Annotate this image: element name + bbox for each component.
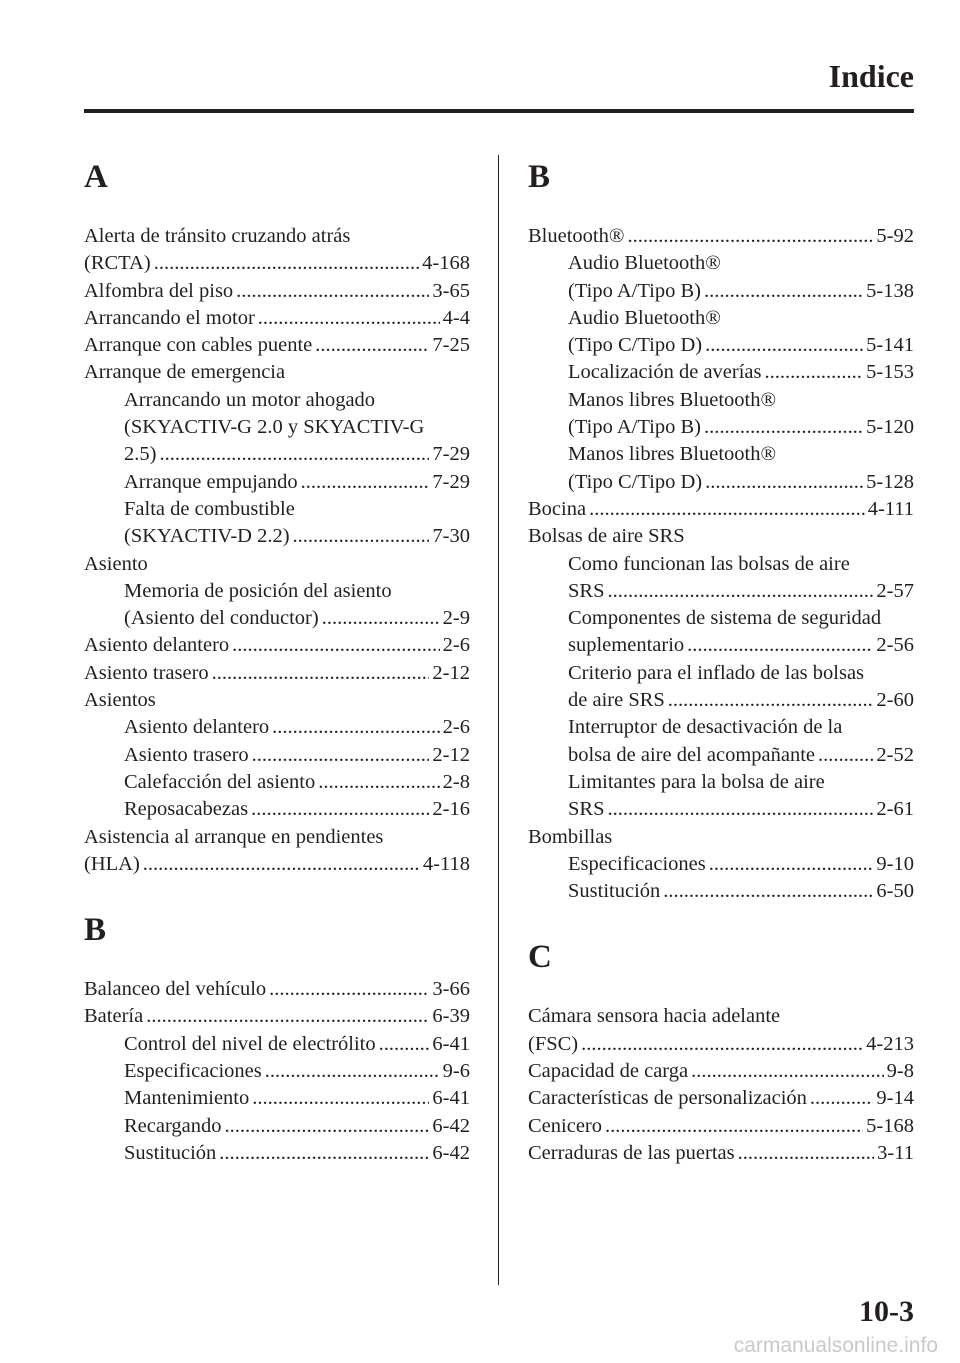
- index-subentry: [528, 387, 914, 414]
- index-subentry: [84, 1113, 470, 1140]
- entry-page-ref: 6-39: [432, 1005, 470, 1028]
- entry-label: Bluetooth®: [528, 225, 625, 247]
- entry-label: SRS: [568, 798, 605, 821]
- index-entry: [84, 824, 470, 851]
- dot-leader: [236, 278, 429, 305]
- entry-page-ref: 2-12: [432, 661, 470, 684]
- entry-label: (SKYACTIV-G 2.0 y SKYACTIV-G: [124, 416, 425, 439]
- index-entry: [84, 1003, 470, 1030]
- entry-label: de aire SRS: [568, 689, 665, 712]
- entry-label: Asientos: [84, 689, 156, 712]
- entry-label: Falta de combustible: [124, 497, 295, 520]
- entry-page-ref: 4-168: [422, 252, 470, 275]
- dot-leader: [627, 223, 873, 250]
- dot-leader: [704, 278, 863, 305]
- entry-label: Cenicero: [528, 1114, 602, 1137]
- entry-label: Capacidad de carga: [528, 1060, 689, 1083]
- entry-label: Asiento: [84, 552, 148, 575]
- index-entry: [84, 976, 470, 1003]
- entry-page-ref: 5-120: [866, 416, 914, 439]
- index-entry: [528, 1003, 914, 1030]
- entry-label: Alfombra del piso: [84, 279, 234, 302]
- entry-page-ref: 9-8: [886, 1060, 914, 1083]
- dot-leader: [705, 332, 863, 359]
- column-divider: [498, 155, 499, 1285]
- index-subentry: [528, 469, 914, 496]
- index-subentry: [528, 278, 914, 305]
- section-letter: B: [84, 912, 107, 949]
- entry-page-ref: 9-10: [876, 852, 914, 875]
- entry-label: (HLA): [84, 852, 140, 875]
- dot-leader: [252, 1085, 429, 1112]
- entry-page-ref: 2-8: [442, 770, 470, 793]
- entry-page-ref: 6-41: [432, 1032, 470, 1055]
- dot-leader: [765, 359, 864, 386]
- entry-label: Bombillas: [528, 825, 613, 848]
- entry-label: 2.5): [124, 443, 157, 466]
- index-subentry: [84, 496, 470, 523]
- index-entry: [528, 1113, 914, 1140]
- entry-label: Bolsas de aire SRS: [528, 525, 685, 548]
- dot-leader: [605, 1113, 863, 1140]
- index-entry: [84, 851, 470, 878]
- entry-page-ref: 6-50: [876, 880, 914, 903]
- entry-page-ref: 5-128: [866, 470, 914, 493]
- dot-leader: [818, 742, 873, 769]
- index-subentry: [528, 414, 914, 441]
- section-letter: C: [528, 939, 552, 976]
- index-subentry: [84, 605, 470, 632]
- dot-leader: [589, 496, 865, 523]
- entry-page-ref: 2-61: [876, 798, 914, 821]
- index-subentry: [528, 632, 914, 659]
- index-entry: [84, 660, 470, 687]
- entry-label: Arrancando el motor: [84, 306, 255, 329]
- entry-page-ref: 4-213: [866, 1032, 914, 1055]
- section-letter: A: [84, 159, 108, 195]
- entry-label: Audio Bluetooth®: [568, 306, 721, 329]
- dot-leader: [315, 332, 429, 359]
- index-subentry: [528, 605, 914, 632]
- index-entry: [528, 824, 914, 851]
- entry-label: Especificaciones: [568, 852, 706, 875]
- entry-page-ref: 2-6: [442, 716, 470, 739]
- index-subentry: [84, 714, 470, 741]
- index-entry: [528, 1085, 914, 1112]
- index-subentry: [84, 414, 470, 441]
- entry-page-ref: 3-65: [432, 279, 470, 302]
- entry-page-ref: 5-92: [876, 225, 914, 247]
- index-entry: [84, 551, 470, 578]
- entry-label: Arranque con cables puente: [84, 334, 313, 357]
- index-subentry: [84, 1031, 470, 1058]
- dot-leader: [738, 1140, 875, 1167]
- index-subentry: [84, 1085, 470, 1112]
- entry-label: Asiento trasero: [84, 661, 209, 684]
- entry-label: Sustitución: [124, 1141, 217, 1164]
- dot-leader: [212, 660, 430, 687]
- dot-leader: [219, 1140, 429, 1167]
- index-subentry: [528, 769, 914, 796]
- dot-leader: [232, 632, 440, 659]
- entry-label: Componentes de sistema de seguridad: [568, 607, 882, 630]
- dot-leader: [709, 851, 874, 878]
- entry-label: suplementario: [568, 634, 685, 657]
- entry-page-ref: 4-4: [442, 306, 470, 329]
- entry-page-ref: 6-42: [432, 1141, 470, 1164]
- entry-page-ref: 5-141: [866, 334, 914, 357]
- dot-leader: [272, 714, 440, 741]
- index-subentry: [528, 714, 914, 741]
- index-entry: [84, 305, 470, 332]
- entry-label: (Tipo A/Tipo B): [568, 279, 701, 302]
- dot-leader: [663, 878, 873, 905]
- entry-label: Manos libres Bluetooth®: [568, 388, 777, 411]
- dot-leader: [687, 632, 873, 659]
- entry-label: Características de personalización: [528, 1087, 807, 1110]
- dot-leader: [704, 414, 863, 441]
- entry-label: Cerraduras de las puertas: [528, 1141, 735, 1164]
- dot-leader: [143, 851, 420, 878]
- entry-page-ref: 2-60: [876, 689, 914, 712]
- page-number: 10-3: [859, 1295, 914, 1328]
- entry-label: Memoria de posición del asiento: [124, 579, 392, 602]
- entry-page-ref: 6-42: [432, 1114, 470, 1137]
- index-entry: [84, 223, 470, 250]
- section-gap: [528, 905, 914, 933]
- entry-label: Arranque empujando: [124, 470, 298, 493]
- dot-leader: [154, 250, 419, 277]
- entry-label: Balanceo del vehículo: [84, 978, 267, 1001]
- entry-page-ref: 9-6: [442, 1060, 470, 1083]
- index-subentry: [528, 687, 914, 714]
- dot-leader: [607, 578, 873, 605]
- index-subentry: [528, 359, 914, 386]
- index-subentry: [528, 660, 914, 687]
- watermark: carmanualsonline.info: [733, 1334, 938, 1357]
- entry-label: Como funcionan las bolsas de aire: [568, 552, 850, 575]
- entry-label: bolsa de aire del acompañante: [568, 743, 816, 766]
- index-entry: [84, 278, 470, 305]
- entry-page-ref: 7-25: [432, 334, 470, 357]
- index-column-left: [84, 153, 470, 1167]
- index-subentry: [528, 250, 914, 277]
- entry-label: (FSC): [528, 1032, 579, 1055]
- dot-leader: [146, 1003, 429, 1030]
- index-subentry: [528, 305, 914, 332]
- index-subentry: [528, 551, 914, 578]
- entry-page-ref: 5-138: [866, 279, 914, 302]
- entry-label: Bocina: [528, 497, 587, 520]
- index-subentry: [528, 878, 914, 905]
- index-subentry: [528, 441, 914, 468]
- entry-label: Manos libres Bluetooth®: [568, 443, 777, 466]
- entry-page-ref: 3-66: [432, 978, 470, 1001]
- entry-page-ref: 7-29: [432, 443, 470, 466]
- index-subentry: [84, 1058, 470, 1085]
- index-subentry: [84, 523, 470, 550]
- dot-leader: [301, 469, 430, 496]
- index-column-right: [528, 153, 914, 1167]
- entry-label: Alerta de tránsito cruzando atrás: [84, 225, 351, 247]
- entry-label: Criterio para el inflado de las bolsas: [568, 661, 865, 684]
- dot-leader: [225, 1113, 430, 1140]
- entry-label: (Tipo A/Tipo B): [568, 416, 701, 439]
- entry-label: (Tipo C/Tipo D): [568, 334, 703, 357]
- entry-page-ref: 2-16: [432, 798, 470, 821]
- header-rule: [84, 109, 914, 113]
- entry-label: Asistencia al arranque en pendientes: [84, 825, 384, 848]
- entry-page-ref: 3-11: [877, 1141, 914, 1164]
- entry-page-ref: 7-30: [432, 525, 470, 548]
- index-subentry: [528, 742, 914, 769]
- entry-page-ref: 4-111: [867, 497, 914, 520]
- index-subentry: [84, 441, 470, 468]
- entry-label: Sustitución: [568, 880, 661, 903]
- entry-page-ref: 5-153: [866, 361, 914, 384]
- index-subentry: [84, 578, 470, 605]
- index-entry: [528, 496, 914, 523]
- entry-page-ref: 2-6: [442, 634, 470, 657]
- index-subentry: [528, 851, 914, 878]
- dot-leader: [691, 1058, 884, 1085]
- index-entry: [528, 1140, 914, 1167]
- entry-page-ref: 4-118: [422, 852, 470, 875]
- index-entry: [84, 359, 470, 386]
- index-subentry: [528, 332, 914, 359]
- entry-page-ref: 2-12: [432, 743, 470, 766]
- entry-page-ref: 2-52: [876, 743, 914, 766]
- index-entry: [84, 687, 470, 714]
- index-subentry: [84, 1140, 470, 1167]
- entry-label: Mantenimiento: [124, 1087, 250, 1110]
- dot-leader: [379, 1031, 430, 1058]
- dot-leader: [322, 605, 440, 632]
- dot-leader: [705, 469, 863, 496]
- index-subentry: [528, 578, 914, 605]
- section-letter: B: [528, 159, 551, 195]
- entry-label: Cámara sensora hacia adelante: [528, 1005, 781, 1028]
- dot-leader: [810, 1085, 874, 1112]
- dot-leader: [159, 441, 429, 468]
- index-entry: [84, 632, 470, 659]
- entry-label: Asiento trasero: [124, 743, 249, 766]
- entry-label: Reposacabezas: [124, 798, 249, 821]
- index-subentry: [84, 387, 470, 414]
- entry-label: (RCTA): [84, 252, 151, 275]
- entry-label: Limitantes para la bolsa de aire: [568, 770, 825, 793]
- entry-label: Asiento delantero: [124, 716, 270, 739]
- dot-leader: [251, 796, 429, 823]
- index-subentry: [84, 769, 470, 796]
- entry-page-ref: 9-14: [876, 1087, 914, 1110]
- entry-label: SRS: [568, 579, 605, 602]
- dot-leader: [258, 305, 440, 332]
- index-entry: [528, 1031, 914, 1058]
- dot-leader: [581, 1031, 863, 1058]
- entry-page-ref: 2-9: [442, 607, 470, 630]
- entry-page-ref: 7-29: [432, 470, 470, 493]
- entry-label: (Tipo C/Tipo D): [568, 470, 703, 493]
- dot-leader: [269, 976, 429, 1003]
- entry-label: Audio Bluetooth®: [568, 252, 721, 275]
- dot-leader: [293, 523, 430, 550]
- index-entry: [528, 1058, 914, 1085]
- entry-label: Calefacción del asiento: [124, 770, 316, 793]
- entry-page-ref: 5-168: [866, 1114, 914, 1137]
- index-subentry: [84, 469, 470, 496]
- entry-label: (Asiento del conductor): [124, 607, 319, 630]
- index-entry: [84, 250, 470, 277]
- index-entry: [528, 223, 914, 250]
- dot-leader: [265, 1058, 440, 1085]
- dot-leader: [252, 742, 430, 769]
- index-entry: [528, 523, 914, 550]
- entry-label: Localización de averías: [568, 361, 762, 384]
- entry-label: Batería: [84, 1005, 144, 1028]
- entry-page-ref: 2-56: [876, 634, 914, 657]
- page-title: Indice: [828, 58, 914, 94]
- entry-label: Arrancando un motor ahogado: [124, 388, 376, 411]
- entry-page-ref: 2-57: [876, 579, 914, 602]
- index-subentry: [84, 796, 470, 823]
- dot-leader: [607, 796, 873, 823]
- dot-leader: [318, 769, 439, 796]
- index-entry: [84, 332, 470, 359]
- entry-label: Asiento delantero: [84, 634, 230, 657]
- entry-page-ref: 6-41: [432, 1087, 470, 1110]
- entry-label: (SKYACTIV-D 2.2): [124, 525, 290, 548]
- entry-label: Especificaciones: [124, 1060, 262, 1083]
- section-gap: [84, 878, 470, 906]
- entry-label: Control del nivel de electrólito: [124, 1032, 376, 1055]
- index-subentry: [84, 742, 470, 769]
- entry-label: Arranque de emergencia: [84, 361, 286, 384]
- index-subentry: [528, 796, 914, 823]
- entry-label: Recargando: [124, 1114, 222, 1137]
- dot-leader: [668, 687, 874, 714]
- entry-label: Interruptor de desactivación de la: [568, 716, 843, 739]
